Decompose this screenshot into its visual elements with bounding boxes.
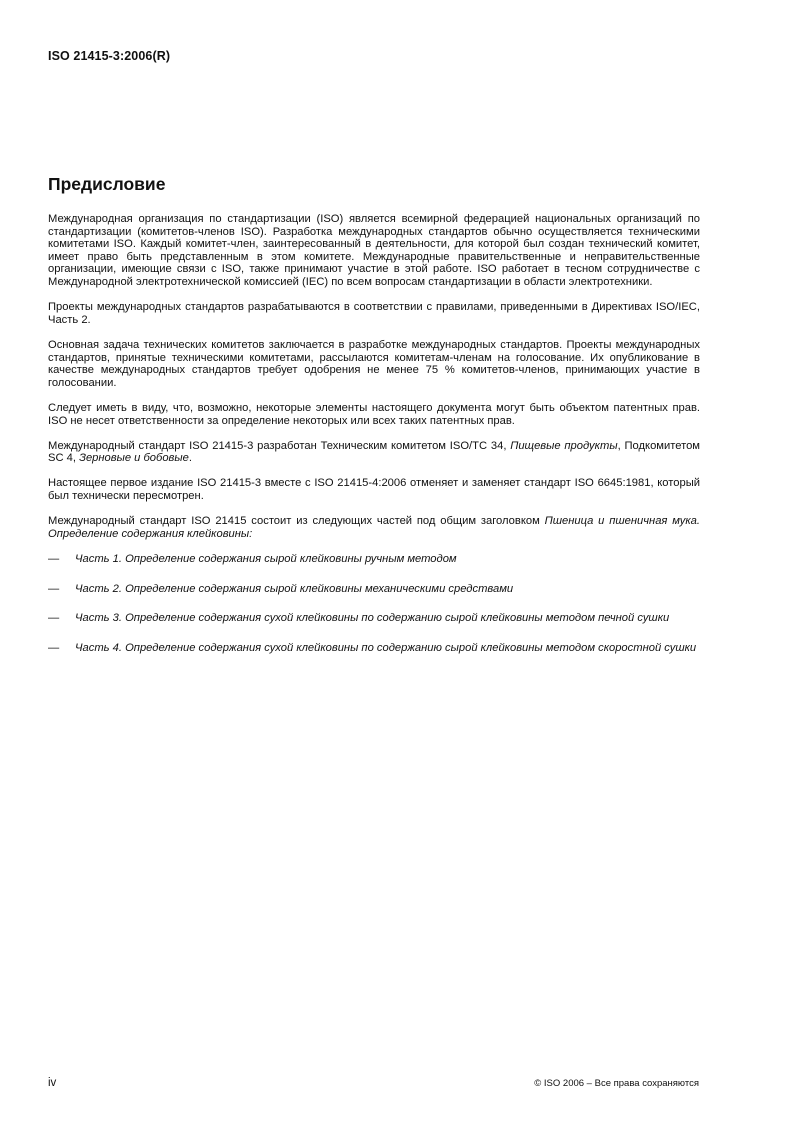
list-item bbox=[48, 553, 700, 566]
part-title: Часть 1. Определение содержания сырой клейковины ручным методом bbox=[75, 553, 457, 566]
prepared-by-text-2: , Подкомитетом SC 4, bbox=[48, 439, 700, 465]
paragraph-parts-intro bbox=[48, 515, 700, 540]
dash-bullet: — bbox=[48, 641, 60, 654]
dash-bullet: — bbox=[48, 553, 60, 566]
copyright-notice: © ISO 2006 – Все права сохраняются bbox=[534, 1078, 699, 1089]
dash-bullet: — bbox=[48, 582, 60, 595]
paragraph-patent-rights: Следует иметь в виду, что, возможно, некоторые элементы настоящего документа могут быть объектом патентных прав. ISO не несет ответственности за определение некоторых или всех таких патентных прав. bbox=[48, 401, 700, 427]
paragraph-directives: Проекты международных стандартов разрабатываются в соответствии с правилами, приведенными в Директивах ISO/IEC, Часть 2. bbox=[48, 301, 700, 326]
list-item bbox=[48, 642, 700, 655]
list-item bbox=[48, 612, 700, 625]
paragraph-technical-committees: Основная задача технических комитетов заключается в разработке международных стандартов. Проекты международных стандартов, принятые техническими комитетами, рассылаются комитетам-членам на голосование. Их опубликование в качестве международных стандартов требует одобрения не менее 75 % комитетов-членов, принимающих участие в голосовании. bbox=[48, 338, 700, 389]
committee-name: Пищевые продукты bbox=[510, 439, 618, 452]
part-title: Часть 3. Определение содержания сухой клейковины по содержанию сырой клейковины методом печной сушки bbox=[75, 612, 670, 625]
part-title: Часть 2. Определение содержания сырой клейковины механическими средствами bbox=[75, 582, 514, 595]
part-title: Часть 4. Определение содержания сухой клейковины по содержанию сырой клейковины методом скоростной сушки bbox=[75, 641, 697, 654]
parts-general-title: Пшеница и пшеничная мука. Определение содержания клейковины: bbox=[48, 515, 700, 540]
foreword-body bbox=[48, 213, 700, 671]
paragraph-edition: Настоящее первое издание ISO 21415-3 вместе с ISO 21415-4:2006 отменяет и заменяет стандарт ISO 6645:1981, который был технически пересмотрен. bbox=[48, 477, 700, 503]
page-title: Предисловие bbox=[48, 174, 166, 194]
page-number: iv bbox=[48, 1077, 57, 1089]
list-item bbox=[48, 583, 700, 596]
dash-bullet: — bbox=[48, 612, 60, 625]
prepared-by-text-3: . bbox=[188, 452, 192, 465]
subcommittee-name: Зерновые и бобовые bbox=[79, 452, 189, 465]
paragraph-prepared-by bbox=[48, 440, 700, 465]
parts-list bbox=[48, 553, 700, 654]
paragraph-iso-organization: Международная организация по стандартизации (ISO) является всемирной федерацией национальных организаций по стандартизации (комитетов-членов ISO). Разработка международных стандартов обычно осуществляется техническими комитетами ISO. Каждый комитет-член, заинтересованный в деятельности, для которой был создан технический комитет, имеет право быть представленным в этом комитете. Международные правительственные и неправительственные организации, имеющие связи с ISO, также принимают участие в этой работе. ISO работает в тесном сотрудничестве с Международной электротехнической комиссией (IEC) по всем вопросам стандартизации в области электротехники. bbox=[48, 213, 700, 288]
document-id-header: ISO 21415-3:2006(R) bbox=[48, 49, 171, 63]
prepared-by-text-1: Международный стандарт ISO 21415-3 разработан Техническим комитетом ISO/TC 34, bbox=[48, 439, 511, 452]
parts-intro-text: Международный стандарт ISO 21415 состоит из следующих частей под общим заголовком bbox=[48, 515, 545, 528]
